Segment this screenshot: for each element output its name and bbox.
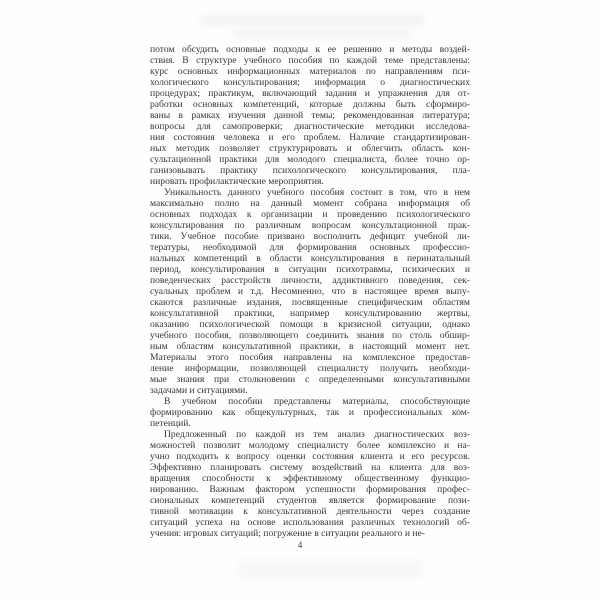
- text-line: ситуаций успеха на основе использования различных технологий об-: [150, 517, 470, 528]
- text-line: нальных компетенций в области консультирования в перинатальный: [150, 253, 470, 264]
- text-line: хологического консультирования; информация о диагностических: [150, 77, 470, 88]
- paragraph: [150, 187, 470, 396]
- text-line: ных методик позволяет структурировать и облегчить область кон-: [150, 143, 470, 154]
- text-line: Эффективно планировать систему воздействий на клиента для воз-: [150, 462, 470, 473]
- text-line: основных подходах к организации и проведению психологического: [150, 209, 470, 220]
- text-line: тивной мотивации к консультативной деятельности через создание: [150, 506, 470, 517]
- bleedthrough-ghost-top-2: [232, 30, 412, 39]
- text-line: формированию как общекультурных, так и профессиональных ком-: [150, 407, 470, 418]
- text-line: В учебном пособии представлены материалы, способствующие: [164, 396, 470, 407]
- bleedthrough-ghost-bottom: [238, 560, 423, 578]
- text-line: учения: игровых ситуаций; погружение в ситуации реального и не-: [150, 528, 425, 539]
- paragraph: [150, 396, 470, 429]
- paragraph: [150, 429, 470, 539]
- text-line: ление информации, позволяющей специалисту получить необходи-: [150, 363, 470, 374]
- text-line: тики. Учебное пособие призвано восполнить дефицит учебной ли-: [150, 231, 470, 242]
- text-line: курс основных информационных материалов по направлениям пси-: [150, 66, 470, 77]
- text-line: нировать профилактические мероприятия.: [150, 176, 324, 187]
- text-line: мые знания при столкновении с определенными консультативными: [150, 374, 470, 385]
- text-line: вращения способности к эффективному общественному функцио-: [150, 473, 470, 484]
- text-line: консультирования по различным вопросам консультационной прак-: [150, 220, 470, 231]
- text-line: тературы, необходимой для формирования основных профессио-: [150, 242, 470, 253]
- text-line: потом обсудить основные подходы к ее решению и методы воздей-: [150, 44, 470, 55]
- text-line: консультативной практики, например консультированию жертвы,: [150, 308, 470, 319]
- text-line: задачами и ситуациями.: [150, 385, 248, 396]
- text-line: сультационной практики для молодого специалиста, более точно ор-: [150, 154, 470, 165]
- page-text-block: [150, 44, 470, 539]
- text-line: ным областям консультативной практики, в настоящий момент нет.: [150, 341, 470, 352]
- text-line: Материалы этого пособия направлены на комплексное предостав-: [150, 352, 470, 363]
- bleedthrough-ghost-top: [200, 15, 425, 26]
- text-line: петенций.: [150, 418, 191, 429]
- text-line: период, консультирования в ситуации психотравмы, психических и: [150, 264, 470, 275]
- text-line: оказанию психологической помощи в кризисной ситуации, однако: [150, 319, 470, 330]
- text-line: процедурах; практикум, включающий задания и упражнения для от-: [150, 88, 470, 99]
- text-line: поведенческих расстройств личности, аддиктивного поведения, сек-: [150, 275, 470, 286]
- text-line: нированию. Важным фактором успешности формирования профес-: [150, 484, 470, 495]
- text-line: сиональных компетенций студентов является формирование пози-: [150, 495, 470, 506]
- text-line: ния состояния человека и его проблем. Наличие стандартизирован-: [150, 132, 470, 143]
- text-line: ганизовывать практику психологического консультирования, пла-: [150, 165, 470, 176]
- text-line: максимально полно на данный момент собрана информация об: [150, 198, 470, 209]
- text-line: учно подходить к вопросу оценки состояния клиента и его ресурсов.: [150, 451, 470, 462]
- text-line: работки основных компетенций, которые должны быть сформиро-: [150, 99, 470, 110]
- text-line: вопросы для самопроверки; диагностические методики исследова-: [150, 121, 470, 132]
- paragraph: [150, 44, 470, 187]
- text-line: Уникальность данного учебного пособия состоит в том, что в нем: [164, 187, 470, 198]
- text-line: скаются различные издания, посвященные специфическим областям: [150, 297, 470, 308]
- text-line: можностей позволит молодому специалисту более комплексно и на-: [150, 440, 470, 451]
- text-line: учебного пособия, позволяющего соединить знания по столь обшир-: [150, 330, 470, 341]
- text-line: Предложенный по каждой из тем анализ диагностических воз-: [164, 429, 470, 440]
- text-line: ствия. В структуре учебного пособия по каждой теме представлены:: [150, 55, 470, 66]
- page-number: 4: [297, 541, 303, 551]
- text-line: ваны в рамках изучения данной темы; рекомендованная литература;: [150, 110, 470, 121]
- text-line: суальных проблем и т.д. Несомненно, что в настоящее время выпу-: [150, 286, 470, 297]
